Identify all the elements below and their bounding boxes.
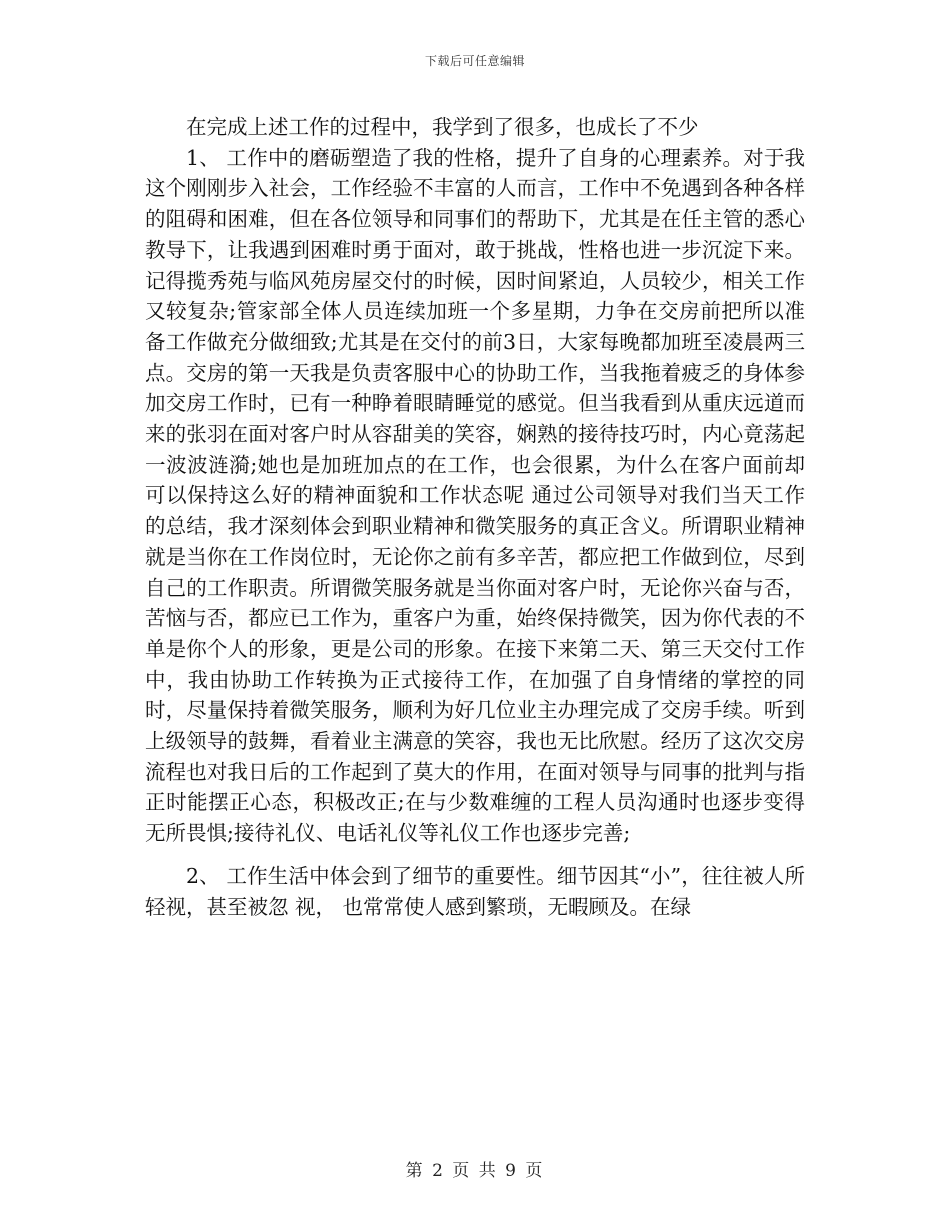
page-footer: 第 2 页 共 9 页	[405, 1161, 545, 1181]
point-1-paragraph: 1、 工作中的磨砺塑造了我的性格，提升了自身的心理素养。对于我这个刚刚步入社会，工作经验不丰富的人而言，工作中不免遇到各种各样的阻碍和困难，但在各位领导和同事们的帮助下，尤其是在任主管的悉心教导下，让我遇到困难时勇于面对，敢于挑战，性格也进一步沉淀下来。记得揽秀苑与临风苑房屋交付的时候，因时间紧迫，人员较少，相关工作又较复杂;管家部全体人员连续加班一个多星期，力争在交房前把所以准备工作做充分做细致;尤其是在交付的前3日，大家每晚都加班至凌晨两三点。交房的第一天我是负责客服中心的协助工作，当我拖着疲乏的身体参加交房工作时，已有一种睁着眼睛睡觉的感觉。但当我看到从重庆远道而来的张羽在面对客户时从容甜美的笑容，娴熟的接待技巧时，内心竟荡起一波波涟漪;她也是加班加点的在工作，也会很累，为什么在客户面前却可以保持这么好的精神面貌和工作状态呢 通过公司领导对我们当天工作的总结，我才深刻体会到职业精神和微笑服务的真正含义。所谓职业精神就是当你在工作岗位时，无论你之前有多辛苦，都应把工作做到位，尽到自己的工作职责。所谓微笑服务就是当你面对客户时，无论你兴奋与否，苦恼与否，都应已工作为，重客户为重，始终保持微笑，因为你代表的不单是你个人的形象，更是公司的形象。在接下来第二天、第三天交付工作中，我由协助工作转换为正式接待工作，在加强了自身情绪的掌控的同时，尽量保持着微笑服务，顺利为好几位业主办理完成了交房手续。听到上级领导的鼓舞，看着业主满意的笑容，我也无比欣慰。经历了这次交房流程也对我日后的工作起到了莫大的作用，在面对领导与同事的批判与指正时能摆正心态，积极改正;在与少数难缠的工程人员沟通时也逐步变得无所畏惧;接待礼仪、电话礼仪等礼仪工作也逐步完善;	[145, 145, 805, 846]
page-header: 下载后可任意编辑	[424, 54, 525, 68]
point-2-paragraph: 2、 工作生活中体会到了细节的重要性。细节因其“小”，往往被人所轻视，甚至被忽 视， 也常常使人感到繁琐，无暇顾及。在绿	[145, 863, 805, 919]
document-body	[145, 112, 805, 922]
intro-paragraph: 在完成上述工作的过程中，我学到了很多，也成长了不少	[186, 115, 699, 139]
